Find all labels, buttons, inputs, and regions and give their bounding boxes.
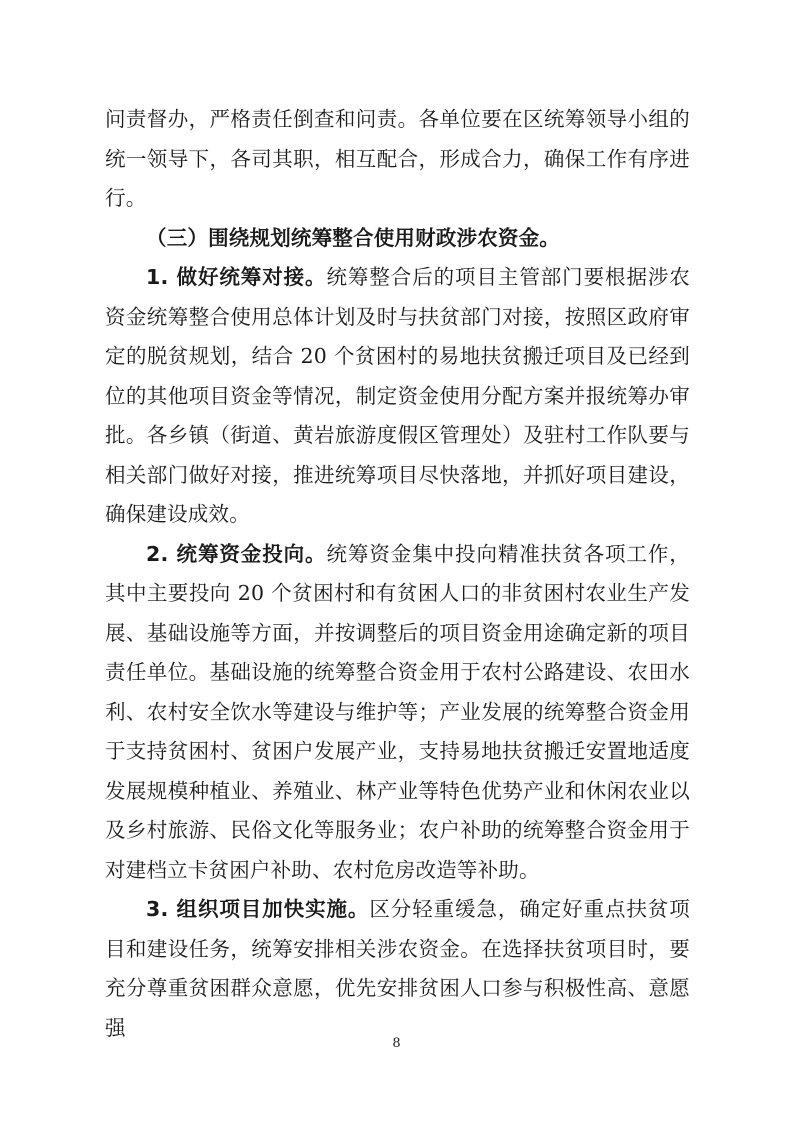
item-lead-3: 3. 组织项目加快实施。	[146, 897, 370, 921]
document-body	[105, 100, 690, 1048]
item-paragraph-2	[105, 535, 690, 891]
item-paragraph-3	[105, 890, 690, 1048]
page-number: 8	[392, 1036, 401, 1051]
item-body-3: 区分轻重缓急，确定好重点扶贫项目和建设任务，统筹安排相关涉农资金。在选择扶贫项目时，要充分尊重贫困群众意愿，优先安排贫困人口参与积极性高、意愿强	[105, 897, 690, 1040]
item-body-2: 统筹资金集中投向精准扶贫各项工作，其中主要投向 20 个贫困村和有贫困人口的非贫困村农业生产发展、基础设施等方面，并按调整后的项目资金用途确定新的项目责任单位。基础设施的统筹整合资金用于农村公路建设、农田水利、农村安全饮水等建设与维护等；产业发展的统筹整合资金用于支持贫困村、贫困户发展产业，支持易地扶贫搬迁安置地适度发展规模种植业、养殖业、林产业等特色优势产业和休闲农业以及乡村旅游、民俗文化等服务业；农户补助的统筹整合资金用于对建档立卡贫困户补助、农村危房改造等补助。	[105, 541, 690, 882]
continuation-paragraph: 问责督办，严格责任倒查和问责。各单位要在区统筹领导小组的统一领导下，各司其职，相互配合，形成合力，确保工作有序进行。	[105, 107, 690, 210]
item-paragraph-1	[105, 258, 690, 535]
item-lead-1: 1. 做好统筹对接。	[146, 265, 327, 289]
section-heading: （三）围绕规划统筹整合使用财政涉农资金。	[146, 225, 560, 250]
item-lead-2: 2. 统筹资金投向。	[146, 541, 327, 566]
item-body-1: 统筹整合后的项目主管部门要根据涉农资金统筹整合使用总体计划及时与扶贫部门对接，按照区政府审定的脱贫规划，结合 20 个贫困村的易地扶贫搬迁项目及已经到位的其他项目资金等情况，制定资金使用分配方案并报统筹办审批。各乡镇（街道、黄岩旅游度假区管理处）及驻村工作队要与相关部门做好对接，推进统筹项目尽快落地，并抓好项目建设，确保建设成效。	[105, 265, 690, 526]
